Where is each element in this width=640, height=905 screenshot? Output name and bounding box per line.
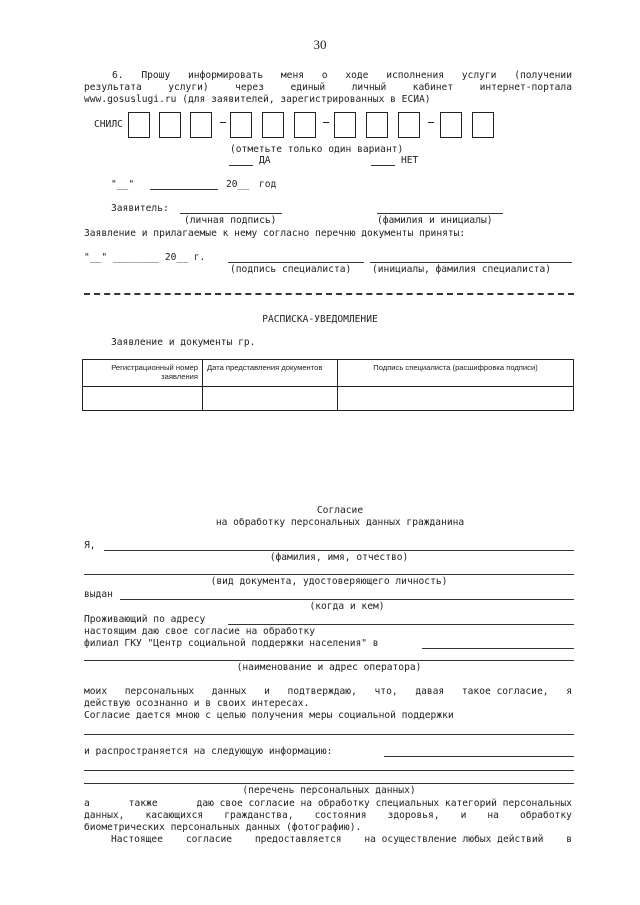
- snils-label: СНИЛС: [94, 119, 123, 130]
- applicant-signature-line[interactable]: [180, 213, 282, 214]
- date-year[interactable]: 20__: [226, 179, 250, 190]
- issued-label: выдан: [84, 589, 113, 600]
- specialist-signature-cell[interactable]: [338, 387, 574, 411]
- snils-digit-cell[interactable]: [398, 112, 420, 138]
- word: согласие: [185, 834, 233, 845]
- word: личный: [351, 82, 387, 93]
- word: информировать: [188, 70, 264, 81]
- give-consent-text: настоящим даю свое согласие на обработку: [84, 626, 316, 637]
- word: гражданства,: [224, 810, 294, 821]
- para2-line-3: биометрических персональных данных (фотографию).: [84, 822, 362, 833]
- info-line-3[interactable]: [84, 783, 574, 784]
- snils-digit-cell[interactable]: [472, 112, 494, 138]
- mark-one-hint: (отметьте только один вариант): [230, 144, 404, 155]
- word: услуги: [461, 70, 497, 81]
- address-line[interactable]: [228, 624, 574, 625]
- acceptance-date[interactable]: "__" ________ 20__ г.: [84, 252, 206, 263]
- specialist-signature-line[interactable]: [228, 262, 364, 263]
- word: 6.: [112, 70, 124, 81]
- word: такое согласие,: [461, 686, 549, 697]
- word: единый: [290, 82, 326, 93]
- word: даю свое согласие на обработку специальных категорий персональных: [196, 798, 572, 809]
- word: исполнения: [386, 70, 444, 81]
- snils-digit-cell[interactable]: [190, 112, 212, 138]
- issued-caption: (когда и кем): [309, 601, 385, 612]
- applicant-label: Заявитель:: [111, 203, 169, 214]
- i-label: Я,: [84, 540, 96, 551]
- snils-digit-cell[interactable]: [128, 112, 150, 138]
- specialist-signature-caption: (подпись специалиста): [230, 264, 352, 275]
- no-label: НЕТ: [401, 155, 419, 166]
- word: моих: [84, 686, 108, 697]
- word: (получении: [514, 70, 572, 81]
- snils-digit-cell[interactable]: [366, 112, 388, 138]
- receipt-docs-text: Заявление и документы гр.: [111, 337, 256, 348]
- purpose-line[interactable]: [84, 734, 574, 735]
- operator-line[interactable]: [84, 660, 574, 661]
- word: здоровья,: [387, 810, 440, 821]
- word: услуги): [168, 82, 209, 93]
- cut-line-divider: [84, 293, 574, 295]
- documents-accepted-text: Заявление и прилагаемые к нему согласно перечню документы приняты:: [84, 228, 466, 239]
- table-header-row: [83, 360, 574, 387]
- word: в: [566, 834, 572, 845]
- para1-line-1: [84, 686, 572, 697]
- page-number: 30: [313, 37, 327, 52]
- header-specialist-signature: Подпись специалиста (расшифровка подписи): [338, 360, 574, 387]
- id-document-caption: (вид документа, удостоверяющего личность): [210, 576, 448, 587]
- yes-checkbox-line[interactable]: [229, 165, 253, 166]
- snils-separator: [323, 122, 329, 123]
- address-label: Проживающий по адресу: [84, 614, 206, 625]
- no-checkbox-line[interactable]: [371, 165, 395, 166]
- submission-date-cell[interactable]: [203, 387, 338, 411]
- word: и: [460, 810, 467, 821]
- word: обработку: [519, 810, 572, 821]
- branch-label: филиал ГКУ "Центр социальной поддержки населения" в: [84, 638, 379, 649]
- info-line-2[interactable]: [84, 770, 574, 771]
- word: состояния: [314, 810, 367, 821]
- para1-line-3: Согласие дается мною с целью получения меры социальной поддержки: [84, 710, 454, 721]
- issued-line[interactable]: [120, 599, 574, 600]
- snils-separator: [220, 122, 226, 123]
- word: давая: [415, 686, 445, 697]
- para1-line-2: действую осознанно и в своих интересах.: [84, 698, 310, 709]
- header-registration-number: Регистрационный номер заявления: [83, 360, 203, 387]
- receipt-title: РАСПИСКА-УВЕДОМЛЕНИЕ: [262, 314, 378, 325]
- request-line-2: [84, 82, 572, 93]
- word: а: [84, 798, 90, 809]
- word: что,: [374, 686, 398, 697]
- snils-digit-cell[interactable]: [334, 112, 356, 138]
- signature-caption: (личная подпись): [184, 215, 277, 226]
- receipt-table: [82, 359, 574, 411]
- snils-digit-cell[interactable]: [294, 112, 316, 138]
- word: результата: [84, 82, 142, 93]
- word: также: [128, 798, 158, 809]
- word: данных: [211, 686, 247, 697]
- word: кабинет: [412, 82, 454, 93]
- specialist-name-line[interactable]: [370, 262, 572, 263]
- word: предоставляется: [254, 834, 342, 845]
- applies-label: и распространяется на следующую информацию:: [84, 746, 333, 757]
- date-day[interactable]: "__": [111, 179, 135, 190]
- info-line-1[interactable]: [384, 756, 574, 757]
- fio-caption: (фамилия, имя, отчество): [269, 552, 409, 563]
- fio-line[interactable]: [104, 550, 574, 551]
- date-year-word: год: [259, 179, 277, 190]
- snils-digit-cell[interactable]: [230, 112, 252, 138]
- word: Прошу: [141, 70, 171, 81]
- date-month-line[interactable]: [150, 189, 218, 190]
- para2-line-1: [84, 798, 572, 809]
- word: подтверждаю,: [287, 686, 357, 697]
- name-caption: (фамилия и инициалы): [377, 215, 493, 226]
- word: о: [321, 70, 328, 81]
- request-line-1: [112, 70, 572, 81]
- word: и: [264, 686, 270, 697]
- word: я: [566, 686, 572, 697]
- word: касающихся: [145, 810, 204, 821]
- specialist-name-caption: (инициалы, фамилия специалиста): [372, 264, 552, 275]
- header-submission-date: Дата представления документов: [203, 360, 338, 387]
- table-row[interactable]: [83, 387, 574, 411]
- request-line-3: www.gosuslugi.ru (для заявителей, зарегистрированных в ЕСИА): [84, 94, 431, 105]
- word: на: [487, 810, 499, 821]
- word: Настоящее: [111, 834, 163, 845]
- consent-subtitle: на обработку персональных данных гражданина: [215, 517, 465, 528]
- list-caption: (перечень персональных данных): [242, 785, 416, 796]
- yes-label: ДА: [259, 155, 271, 166]
- word: на осуществление любых действий: [364, 834, 544, 845]
- snils-digit-cell[interactable]: [262, 112, 284, 138]
- snils-digit-cell[interactable]: [159, 112, 181, 138]
- para3-line-1: [111, 834, 572, 845]
- id-document-line[interactable]: [84, 574, 574, 575]
- snils-digit-cell[interactable]: [440, 112, 462, 138]
- snils-separator: [428, 122, 434, 123]
- word: ходе: [345, 70, 369, 81]
- operator-caption: (наименование и адрес оператора): [236, 662, 422, 673]
- word: через: [235, 82, 264, 93]
- para2-line-2: [84, 810, 572, 821]
- word: персональных: [124, 686, 195, 697]
- branch-line[interactable]: [422, 648, 574, 649]
- consent-title: Согласие: [316, 505, 364, 516]
- word: данных,: [84, 810, 125, 821]
- word: интернет-портала: [479, 82, 572, 93]
- applicant-name-line[interactable]: [377, 213, 503, 214]
- word: меня: [280, 70, 304, 81]
- registration-number-cell[interactable]: [83, 387, 203, 411]
